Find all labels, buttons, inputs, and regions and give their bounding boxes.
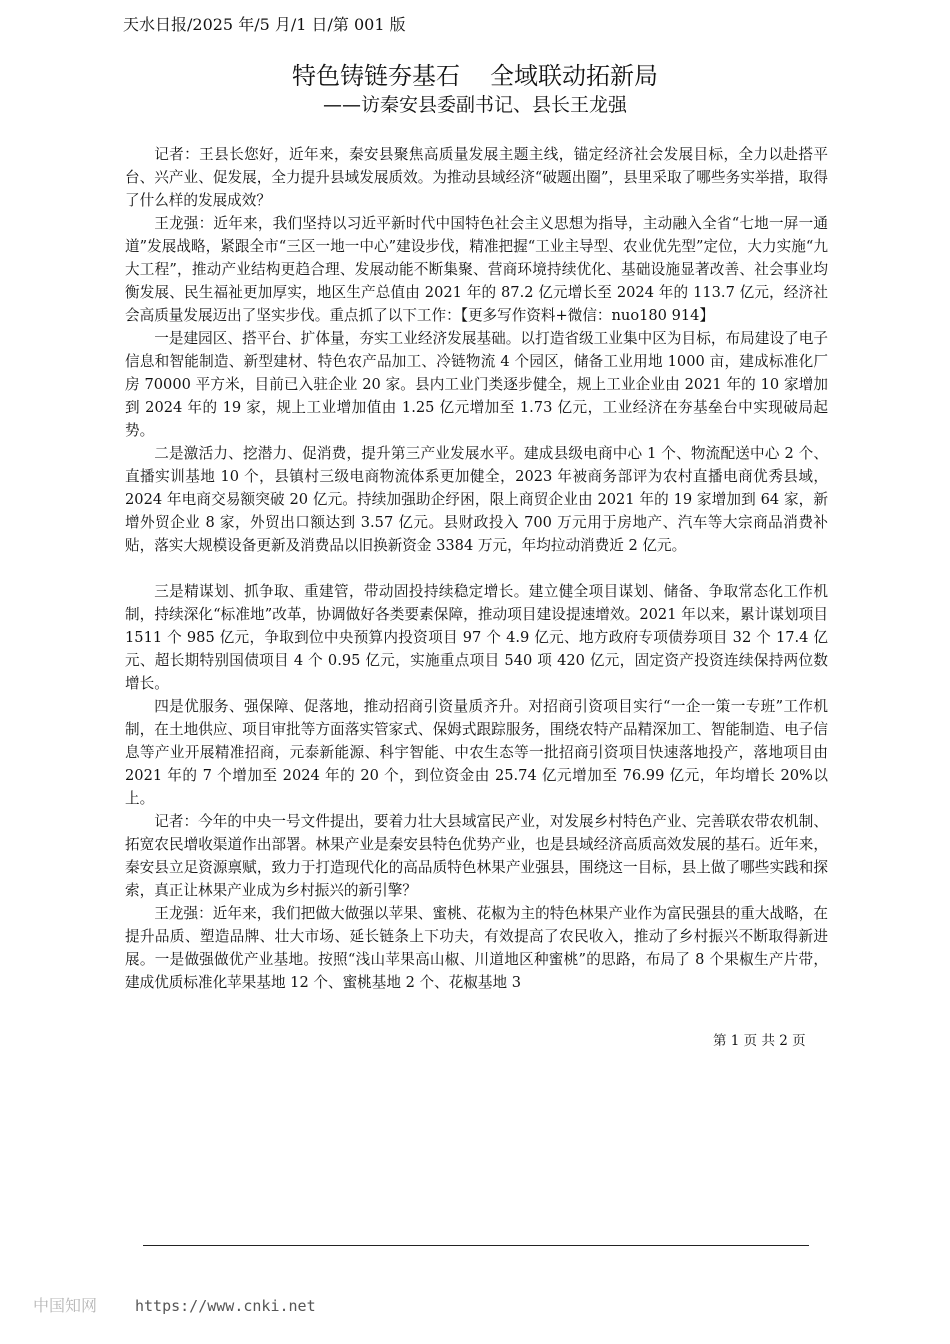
paragraph-attraction: 四是优服务、强保障、促落地，推动招商引资量质齐升。对招商引资项目实行“一企一策一专班”工作机制，在土地供应、项目审批等方面落实管家式、保姆式跟踪服务，围绕农特产品精深加工、智能制造、电子信息等产业开展精准招商，元泰新能源、科宇智能、中农生态等一批招商引资项目快速落地投产，落地项目由 2021 年的 7 个增加至 2024 年的 20 个，到位资金由 25.74 亿元增加至 76.99 亿元，年均增长 20%以上。 (125, 698, 828, 807)
cnki-watermark-logo: 中国知网 (33, 1296, 98, 1315)
page-number: 第 1 页 共 2 页 (713, 1033, 806, 1049)
article-subtitle: ——访秦安县委副书记、县长王龙强 (322, 94, 627, 116)
article-body (125, 143, 828, 994)
paragraph-gap (125, 557, 828, 580)
paragraph-industry: 一是建园区、搭平台、扩体量，夯实工业经济发展基础。以打造省级工业集中区为目标，布局建设了电子信息和智能制造、新型建材、特色农产品加工、冷链物流 4 个园区，储备工业用地 1000 亩，建成标准化厂房 70000 平方米，目前已入驻企业 20 家。县内工业门类逐步健全，规上工业企业由 2021 年的 10 家增加到 2024 年的 19 家，规上工业增加值由 1.25 亿元增加至 1.73 亿元，工业经济在夯基垒台中实现破局起势。 (125, 330, 828, 439)
paragraph-answer-fruit: 王龙强：近年来，我们把做大做强以苹果、蜜桃、花椒为主的特色林果产业作为富民强县的重大战略，在提升品质、塑造品牌、壮大市场、延长链条上下功夫，有效提高了农民收入，推动了乡村振兴不断取得新进展。一是做强做优产业基地。按照“浅山苹果高山椒、川道地区种蜜桃”的思路，布局了 8 个果椒生产片带，建成优质标准化苹果基地 12 个、蜜桃基地 2 个、花椒基地 3 (125, 905, 828, 991)
article-title (0, 60, 950, 92)
paragraph-tertiary: 二是激活力、挖潜力、促消费，提升第三产业发展水平。建成县级电商中心 1 个、物流配送中心 2 个、直播实训基地 10 个，县镇村三级电商物流体系更加健全，2023 年被商务部评为农村直播电商优秀县域，2024 年电商交易额突破 20 亿元。持续加强助企纾困，限上商贸企业由 2021 年的 19 家增加到 64 家，新增外贸企业 8 家，外贸出口额达到 3.57 亿元。县财政投入 700 万元用于房地产、汽车等大宗商品消费补贴，落实大规模设备更新及消费品以旧换新资金 3384 万元，年均拉动消费近 2 亿元。 (125, 445, 828, 554)
title-part-2: 全域联动拓新局 (490, 62, 658, 90)
footer-divider (143, 1245, 809, 1246)
paragraph-investment: 三是精谋划、抓争取、重建管，带动固投持续稳定增长。建立健全项目谋划、储备、争取常态化工作机制，持续深化“标准地”改革，协调做好各类要素保障，推动项目建设提速增效。2021 年以来，累计谋划项目 1511 个 985 亿元，争取到位中央预算内投资项目 97 个 4.9 亿元、地方政府专项债券项目 32 个 17.4 亿元、超长期特别国债项目 4 个 0.95 亿元，实施重点项目 540 项 420 亿元，固定资产投资连续保持两位数增长。 (125, 583, 828, 692)
paragraph-reporter-question-2: 记者：今年的中央一号文件提出，要着力壮大县域富民产业，对发展乡村特色产业、完善联农带农机制、拓宽农民增收渠道作出部署。林果产业是秦安县特色优势产业，也是县域经济高质高效发展的基石。近年来，秦安县立足资源禀赋，致力于打造现代化的高品质特色林果产业强县，围绕这一目标，县上做了哪些实践和探索，真正让林果产业成为乡村振兴的新引擎？ (125, 813, 828, 899)
paragraph-reporter-question-1: 记者：王县长您好，近年来，秦安县聚焦高质量发展主题主线，锚定经济社会发展目标，全力以赴搭平台、兴产业、促发展，全力提升县域发展质效。为推动县域经济“破题出圈”，县里采取了哪些务实举措，取得了什么样的发展成效？ (125, 146, 828, 209)
cnki-watermark-url: https://www.cnki.net (135, 1297, 316, 1315)
publication-source: 天水日报/2025 年/5 月/1 日/第 001 版 (123, 15, 406, 34)
paragraph-answer-intro: 王龙强：近年来，我们坚持以习近平新时代中国特色社会主义思想为指导，主动融入全省“七地一屏一通道”发展战略，紧跟全市“三区一地一中心”建设步伐，精准把握“工业主导型、农业优先型”定位，大力实施“九大工程”，推动产业结构更趋合理、发展动能不断集聚、营商环境持续优化、基础设施显著改善、社会事业均衡发展、民生福祉更加厚实，地区生产总值由 2021 年的 87.2 亿元增长至 2024 年的 113.7 亿元，经济社会高质量发展迈出了坚实步伐。重点抓了以下工作：【更多写作资料+微信：nuo180 914】 (125, 215, 828, 324)
title-part-1: 特色铸链夯基石 (292, 62, 460, 90)
